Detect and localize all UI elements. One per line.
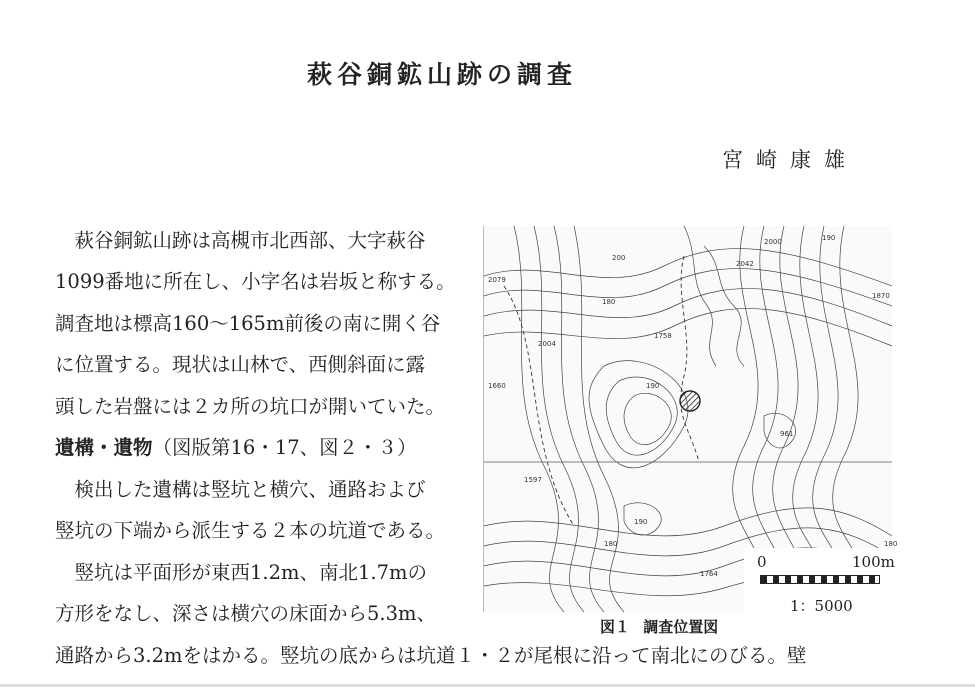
contour-label: 1764 [700,570,718,578]
paragraph-line: 通路から3.2mをはかる。竪坑の底からは坑道１・２が尾根に沿って南北にのびる。壁 [55,644,807,667]
section-heading [55,436,417,460]
paragraph-line: 1099番地に所在し、小字名は岩坂と称する。 [55,270,456,293]
scale-bar [760,575,880,584]
paragraph-line: 竪坑の下端から派生する２本の坑道である。 [55,519,446,542]
contour-label: 1660 [488,382,506,390]
paragraph-line: 検出した遺構は竪坑と横穴、通路および [55,478,426,501]
contour-label: 2000 [764,238,782,246]
article-title: 萩谷銅鉱山跡の調査 [306,60,577,89]
survey-site-marker [680,391,700,411]
contour-label: 190 [646,382,660,390]
contour-label: 190 [822,234,836,242]
contour-label: 180 [602,298,616,306]
contour-label: 1758 [654,332,672,340]
contour-label: 1870 [872,292,890,300]
paragraph-line: 竪坑は平面形が東西1.2m、南北1.7mの [55,561,428,584]
contour-label: 2079 [488,276,506,284]
contour-label: 961 [780,430,794,438]
contour-label: 180 [604,540,618,548]
scale-zero-label: 0 [757,553,767,571]
author-name: 宮崎康雄 [722,148,858,172]
contour-label: 2004 [538,340,556,348]
section-heading-title: 遺構・遺物 [55,436,153,459]
paragraph-line: 萩谷銅鉱山跡は高槻市北西部、大字萩谷 [55,229,426,252]
figure-caption: 図１ 調査位置図 [600,618,719,636]
paragraph-line: 頭した岩盤には２カ所の坑口が開いていた。 [55,395,446,418]
contour-label: 200 [612,254,626,262]
contour-label: 190 [634,518,648,526]
scale-max-label: 100m [852,553,895,571]
contour-label: 180 [884,540,898,548]
page-bottom-edge [0,684,975,687]
paragraph-line: 方形をなし、深さは横穴の床面から5.3m、 [55,602,437,625]
paragraph-line: 調査地は標高160〜165m前後の南に開く谷 [55,312,441,335]
section-heading-ref: （図版第16・17、図２・３） [152,436,417,459]
contour-label: 1597 [524,476,542,484]
scale-ratio: 1：5000 [790,597,853,615]
contour-label: 2042 [736,260,754,268]
paragraph-line: に位置する。現状は山林で、西側斜面に露 [55,353,426,376]
